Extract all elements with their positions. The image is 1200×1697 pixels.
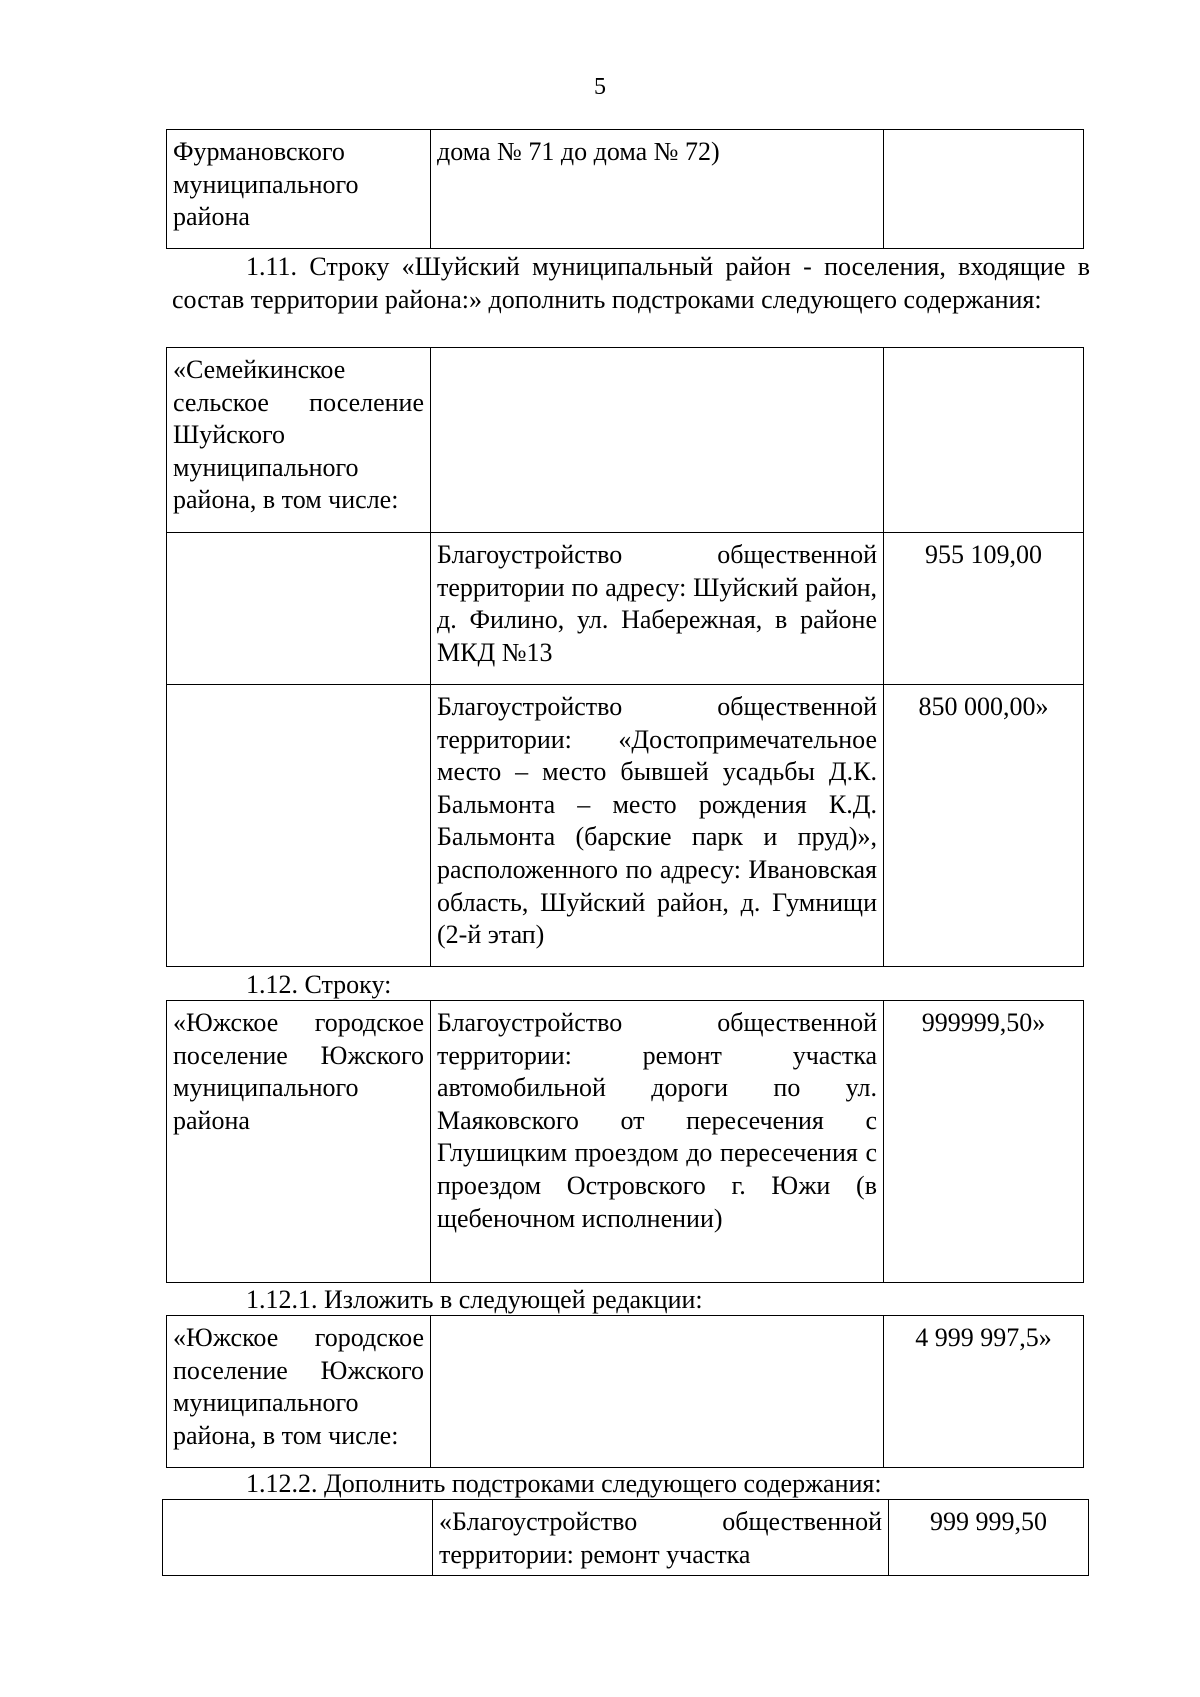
cell-municipality: «Южское городское поселение Южского муниципального района bbox=[167, 1001, 431, 1283]
table-row bbox=[167, 1001, 1084, 1283]
cell-description: дома № 71 до дома № 72) bbox=[431, 130, 884, 249]
page-number: 5 bbox=[594, 74, 606, 100]
cell-description: Благоустройство общественной территории: «Достопримечательное место – место бывшей усадьбы Д.К. Бальмонта – место рождения К.Д. Бальмонта (барские парк и пруд)», расположенного по адресу: Ивановская область, Шуйский район, д. Гумнищи (2-й этап) bbox=[431, 685, 884, 967]
cell-description: Благоустройство общественной территории: ремонт участка автомобильной дороги по ул. Маяковского от пересечения с Глушицким проездом до пересечения с проездом Островского г. Южи (в щебеночном исполнении) bbox=[431, 1001, 884, 1283]
cell-amount: 4 999 997,5» bbox=[884, 1316, 1084, 1468]
table-shuya bbox=[166, 347, 1084, 967]
table-row bbox=[167, 348, 1084, 533]
table-row bbox=[167, 1316, 1084, 1468]
paragraph-1-12-1: 1.12.1. Изложить в следующей редакции: bbox=[246, 1285, 703, 1314]
cell-amount: 850 000,00» bbox=[884, 685, 1084, 967]
table-yuzha-substrings bbox=[162, 1499, 1089, 1576]
cell-description bbox=[431, 348, 884, 533]
cell-amount bbox=[884, 348, 1084, 533]
cell-description bbox=[431, 1316, 884, 1468]
table-yuzha-new bbox=[166, 1315, 1084, 1468]
cell-municipality: Фурмановского муниципального района bbox=[167, 130, 431, 249]
cell-municipality bbox=[163, 1500, 433, 1576]
cell-municipality bbox=[167, 685, 431, 967]
cell-amount: 999 999,50 bbox=[889, 1500, 1089, 1576]
paragraph-1-12-2: 1.12.2. Дополнить подстроками следующего содержания: bbox=[246, 1469, 882, 1498]
cell-amount: 955 109,00 bbox=[884, 533, 1084, 685]
cell-municipality bbox=[167, 533, 431, 685]
cell-municipality: «Семейкинское сельское поселение Шуйского муниципального района, в том числе: bbox=[167, 348, 431, 533]
table-row bbox=[167, 533, 1084, 685]
table-row bbox=[167, 130, 1084, 249]
table-furmanov bbox=[166, 129, 1084, 249]
table-row bbox=[163, 1500, 1089, 1576]
cell-municipality: «Южское городское поселение Южского муниципального района, в том числе: bbox=[167, 1316, 431, 1468]
cell-description: Благоустройство общественной территории по адресу: Шуйский район, д. Филино, ул. Набережная, в районе МКД №13 bbox=[431, 533, 884, 685]
paragraph-1-11: 1.11. Строку «Шуйский муниципальный район - поселения, входящие в состав территории района:» дополнить подстроками следующего содержания: bbox=[172, 252, 1090, 314]
table-row bbox=[167, 685, 1084, 967]
cell-amount bbox=[884, 130, 1084, 249]
paragraph-1-12: 1.12. Строку: bbox=[246, 970, 392, 999]
table-yuzha-old bbox=[166, 1000, 1084, 1283]
cell-amount: 999999,50» bbox=[884, 1001, 1084, 1283]
cell-description: «Благоустройство общественной территории: ремонт участка bbox=[433, 1500, 889, 1576]
